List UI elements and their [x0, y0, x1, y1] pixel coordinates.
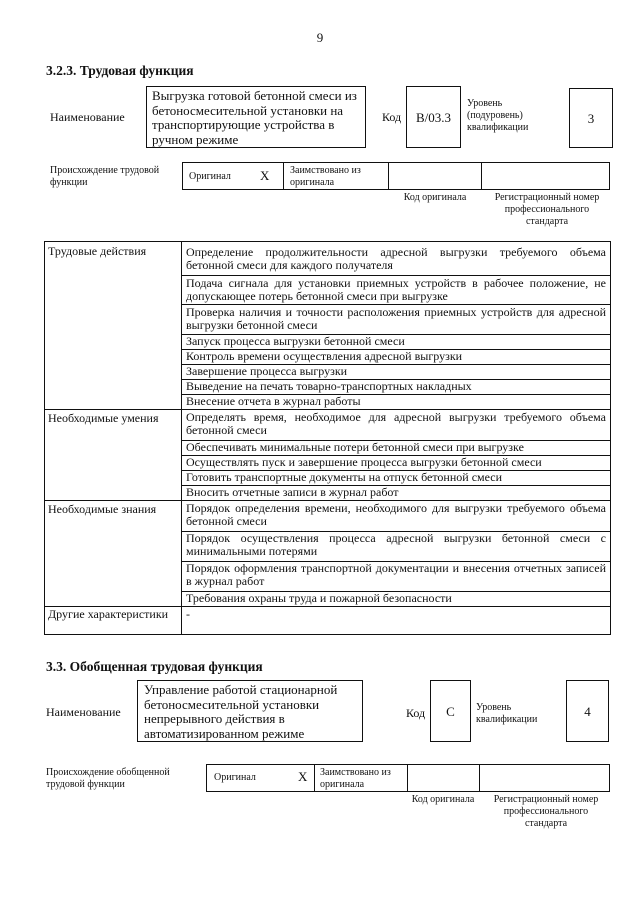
- section-title: 3.3. Обобщенная трудовая функция: [46, 659, 263, 674]
- origin-table: [182, 162, 610, 190]
- level-label: Уровень квалификации: [476, 702, 538, 725]
- group-label-other: Другие характеристики: [48, 607, 169, 621]
- origin-code-label: Код оригинала: [411, 794, 475, 805]
- name-value-box: [146, 86, 366, 148]
- page-number: 9: [316, 30, 324, 45]
- table-row: Определение продолжительности адресной выгрузки требуемого объема бетонной смеси для каждого получателя: [186, 245, 606, 272]
- name-value: Выгрузка готовой бетонной смеси из бетоносмесительной установки на транспортирующие устройства в ручном режиме: [152, 88, 357, 147]
- origin-table: [206, 764, 610, 792]
- level-label: Уровень (подуровень) квалификации: [467, 98, 529, 133]
- table-row: Осуществлять пуск и завершение процесса выгрузки бетонной смеси: [186, 455, 542, 469]
- table-row: Порядок оформления транспортной документации и внесения отчетных записей в журнал работ: [186, 561, 606, 588]
- origin-label: Происхождение обобщенной трудовой функции: [46, 767, 170, 790]
- original-label: Оригинал: [189, 171, 231, 182]
- table-row: Вносить отчетные записи в журнал работ: [186, 485, 399, 499]
- table-row: -: [186, 607, 190, 621]
- origin-label: Происхождение трудовой функции: [50, 165, 160, 188]
- table-row: Обеспечивать минимальные потери бетонной смеси при выгрузке: [186, 440, 524, 454]
- code-label: Код: [382, 110, 402, 124]
- table-row: Порядок осуществления процесса адресной выгрузки бетонной смеси с минимальными потерями: [186, 531, 606, 558]
- table-row: Завершение процесса выгрузки: [186, 364, 348, 378]
- table-row: Контроль времени осуществления адресной выгрузки: [186, 349, 463, 363]
- table-row: Внесение отчета в журнал работы: [186, 394, 361, 408]
- name-value: Управление работой стационарной бетоносмесительной установки непрерывного действия в автоматизированном режиме: [144, 682, 338, 741]
- level-value: 4: [566, 680, 609, 742]
- original-mark: X: [260, 168, 270, 183]
- origin-code-label: Код оригинала: [403, 192, 467, 203]
- name-label: Наименование: [46, 705, 121, 719]
- code-value: C: [430, 680, 471, 742]
- table-row: Проверка наличия и точности расположения приемных устройств для адресной выгрузки бетонной смеси: [186, 305, 606, 332]
- table-row: Подача сигнала для установки приемных устройств в рабочее положение, не допускающее потерь бетонной смеси при выгрузке: [186, 276, 606, 303]
- reg-number-label: Регистрационный номер профессионального стандарта: [493, 794, 599, 829]
- group-label-skills: Необходимые умения: [48, 411, 159, 425]
- table-row: Выведение на печать товарно-транспортных накладных: [186, 379, 472, 393]
- code-value: B/03.3: [406, 86, 461, 148]
- name-value-box: [137, 680, 363, 742]
- group-label-actions: Трудовые действия: [48, 244, 147, 258]
- group-label-knowledge: Необходимые знания: [48, 502, 157, 516]
- borrowed-label: Заимствовано из оригинала: [290, 165, 361, 188]
- reg-number-label: Регистрационный номер профессионального стандарта: [494, 192, 600, 227]
- table-row: Требования охраны труда и пожарной безопасности: [186, 591, 452, 605]
- borrowed-label: Заимствовано из оригинала: [320, 767, 391, 790]
- table-row: Готовить транспортные документы на отпуск бетонной смеси: [186, 470, 502, 484]
- original-mark: X: [298, 769, 308, 784]
- code-label: Код: [406, 706, 426, 720]
- table-row: Определять время, необходимое для адресной выгрузки требуемого объема бетонной смеси: [186, 410, 606, 437]
- section-title: 3.2.3. Трудовая функция: [46, 63, 194, 78]
- original-label: Оригинал: [214, 772, 256, 783]
- level-value: 3: [569, 88, 613, 148]
- table-row: Порядок определения времени, необходимого для выгрузки требуемого объема бетонной смеси: [186, 501, 606, 528]
- name-label: Наименование: [50, 110, 125, 124]
- table-row: Запуск процесса выгрузки бетонной смеси: [186, 334, 405, 348]
